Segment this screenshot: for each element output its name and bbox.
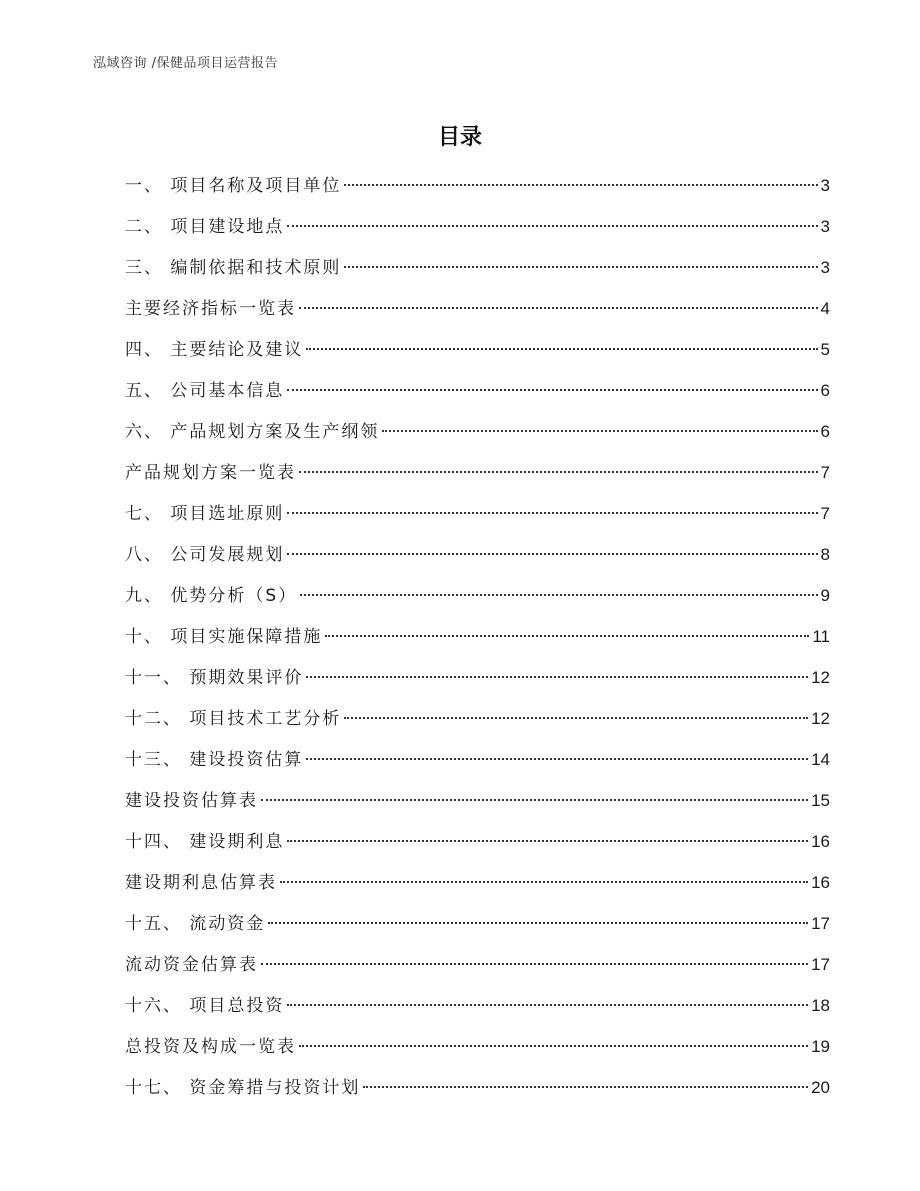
- toc-entry-page: 8: [820, 545, 830, 564]
- toc-title: 目录: [437, 125, 482, 150]
- toc-entry-page: 14: [811, 750, 830, 769]
- toc-dot-leader: [344, 717, 808, 719]
- toc-entry-page: 20: [811, 1078, 830, 1097]
- toc-entry-label: 六、 产品规划方案及生产纲领: [125, 422, 380, 442]
- toc-entry[interactable]: [125, 744, 830, 785]
- toc-dot-leader: [363, 1086, 808, 1088]
- toc-entry-label: 十七、 资金筹措与投资计划: [125, 1078, 361, 1098]
- toc-entry[interactable]: [125, 293, 830, 334]
- toc-entry[interactable]: [125, 252, 830, 293]
- toc-dot-leader: [306, 676, 808, 678]
- toc-dot-leader: [287, 553, 817, 555]
- toc-entry-page: 17: [811, 914, 830, 933]
- toc-entry[interactable]: [125, 457, 830, 498]
- toc-entry[interactable]: [125, 375, 830, 416]
- toc-entry[interactable]: [125, 334, 830, 375]
- toc-entry-label: 产品规划方案一览表: [125, 463, 296, 483]
- toc-entry-page: 5: [820, 340, 830, 359]
- toc-entry[interactable]: [125, 211, 830, 252]
- toc-dot-leader: [287, 225, 817, 227]
- toc-entry-label: 七、 项目选址原则: [125, 504, 285, 524]
- toc-dot-leader: [344, 266, 817, 268]
- toc-entry[interactable]: [125, 498, 830, 539]
- toc-entry-label: 主要经济指标一览表: [125, 299, 296, 319]
- toc-entry-label: 二、 项目建设地点: [125, 217, 285, 237]
- toc-entry-page: 6: [820, 422, 830, 441]
- toc-dot-leader: [280, 881, 808, 883]
- toc-entry[interactable]: [125, 539, 830, 580]
- toc-entry-page: 16: [811, 873, 830, 892]
- toc-entry-page: 18: [811, 996, 830, 1015]
- toc-entry-page: 3: [820, 217, 830, 236]
- toc-entry[interactable]: [125, 621, 830, 662]
- toc-dot-leader: [261, 963, 808, 965]
- toc-entry-page: 11: [812, 627, 830, 646]
- toc-entry[interactable]: [125, 949, 830, 990]
- toc-entry-label: 十三、 建设投资估算: [125, 750, 304, 770]
- toc-entry[interactable]: [125, 1072, 830, 1113]
- toc-dot-leader: [287, 1004, 808, 1006]
- toc-entry-page: 12: [811, 668, 830, 687]
- toc-entry-label: 九、 优势分析（S）: [125, 586, 298, 606]
- toc-dot-leader: [287, 389, 817, 391]
- toc-dot-leader: [300, 594, 817, 596]
- toc-dot-leader: [382, 430, 817, 432]
- toc-entry[interactable]: [125, 170, 830, 211]
- toc-entry-page: 19: [811, 1037, 830, 1056]
- toc-entry-label: 十六、 项目总投资: [125, 996, 285, 1016]
- toc-entry-label: 十五、 流动资金: [125, 914, 266, 934]
- toc-entry-page: 4: [820, 299, 830, 318]
- toc-entry-label: 十四、 建设期利息: [125, 832, 285, 852]
- toc-entry-label: 总投资及构成一览表: [125, 1037, 296, 1057]
- toc-entry-page: 9: [820, 586, 830, 605]
- toc-entry-page: 7: [820, 504, 830, 523]
- toc-entry-label: 四、 主要结论及建议: [125, 340, 304, 360]
- toc-dot-leader: [287, 840, 808, 842]
- toc-dot-leader: [325, 635, 809, 637]
- table-of-contents: [125, 170, 830, 1113]
- page-header: 泓域咨询 /保健品项目运营报告: [93, 56, 279, 71]
- toc-entry[interactable]: [125, 867, 830, 908]
- toc-entry-label: 三、 编制依据和技术原则: [125, 258, 342, 278]
- toc-dot-leader: [299, 471, 818, 473]
- toc-dot-leader: [306, 348, 817, 350]
- toc-entry-page: 15: [811, 791, 830, 810]
- toc-entry-label: 建设期利息估算表: [125, 873, 277, 893]
- toc-entry[interactable]: [125, 1031, 830, 1072]
- toc-dot-leader: [344, 184, 817, 186]
- toc-entry[interactable]: [125, 416, 830, 457]
- toc-entry-page: 3: [820, 258, 830, 277]
- toc-entry-page: 12: [811, 709, 830, 728]
- toc-entry-page: 16: [811, 832, 830, 851]
- toc-dot-leader: [299, 307, 818, 309]
- toc-entry[interactable]: [125, 662, 830, 703]
- toc-entry-page: 6: [820, 381, 830, 400]
- toc-entry-page: 7: [820, 463, 830, 482]
- toc-entry[interactable]: [125, 703, 830, 744]
- toc-entry[interactable]: [125, 785, 830, 826]
- toc-dot-leader: [306, 758, 808, 760]
- toc-entry-label: 流动资金估算表: [125, 955, 258, 975]
- toc-entry[interactable]: [125, 826, 830, 867]
- toc-entry-label: 八、 公司发展规划: [125, 545, 285, 565]
- toc-entry-label: 十一、 预期效果评价: [125, 668, 304, 688]
- toc-entry-page: 17: [811, 955, 830, 974]
- toc-entry-label: 建设投资估算表: [125, 791, 258, 811]
- toc-dot-leader: [268, 922, 808, 924]
- toc-dot-leader: [299, 1045, 808, 1047]
- toc-entry-page: 3: [820, 176, 830, 195]
- toc-entry[interactable]: [125, 580, 830, 621]
- toc-dot-leader: [261, 799, 808, 801]
- toc-entry-label: 一、 项目名称及项目单位: [125, 176, 342, 196]
- toc-entry[interactable]: [125, 990, 830, 1031]
- toc-entry[interactable]: [125, 908, 830, 949]
- toc-dot-leader: [287, 512, 817, 514]
- toc-entry-label: 五、 公司基本信息: [125, 381, 285, 401]
- toc-entry-label: 十、 项目实施保障措施: [125, 627, 323, 647]
- toc-entry-label: 十二、 项目技术工艺分析: [125, 709, 342, 729]
